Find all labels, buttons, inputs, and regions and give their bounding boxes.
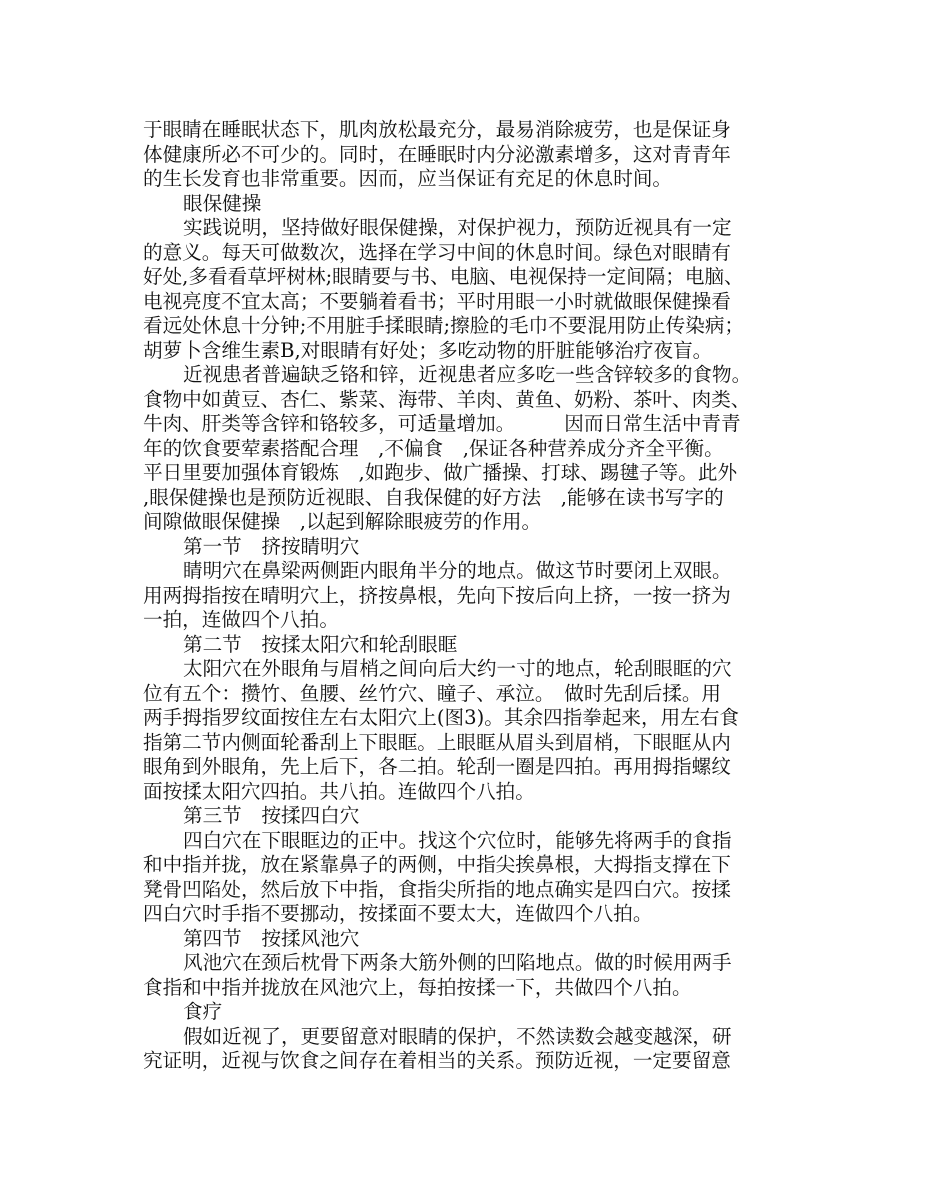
text-line: 假如近视了，更要留意对眼睛的保护，不然读数会越变越深，研	[183, 1024, 732, 1048]
text-line: 睛明穴在鼻梁两侧距内眼角半分的地点。做这节时要闭上双眼。	[183, 559, 732, 582]
text-line: 第一节 挤按睛明穴	[183, 534, 360, 558]
document-page	[143, 118, 815, 1074]
text-line: 一拍，连做四个八拍。	[143, 608, 339, 631]
text-line: 两手拇指罗纹面按住左右太阳穴上(图3)。其余四指拳起来，用左右食	[143, 706, 739, 729]
text-line: ,眼保健操也是预防近视眼、自我保健的好方法 ,能够在读书写字的	[143, 485, 724, 509]
text-line: 眼保健操	[183, 191, 262, 215]
text-line: 凳骨凹陷处，然后放下中指，食指尖所指的地点确实是四白穴。按揉	[143, 877, 731, 901]
text-line: 牛肉、肝类等含锌和铬较多，可适量增加。 因而日常生活中青青	[143, 412, 741, 435]
text-line: 眼角到外眼角，先上后下，各二拍。轮刮一圈是四拍。再用拇指螺纹	[143, 755, 731, 778]
text-line: 好处,多看看草坪树林;眼睛要与书、电脑、电视保持一定间隔；电脑、	[143, 265, 744, 288]
text-line: 看远处休息十分钟;不用脏手揉眼睛;擦脸的毛巾不要混用防止传染病；	[143, 314, 745, 337]
text-line: 胡萝卜含维生素B,对眼睛有好处；多吃动物的肝脏能够治疗夜盲。	[143, 338, 713, 362]
text-line: 指第二节内侧面轮番刮上下眼眶。上眼眶从眉头到眉梢，下眼眶从内	[143, 730, 731, 754]
text-line: 位有五个：攒竹、鱼腰、丝竹穴、瞳子、承泣。 做时先刮后揉。用	[143, 681, 722, 705]
text-line: 近视患者普遍缺乏铬和锌，近视患者应多吃一些含锌较多的食物。	[183, 363, 752, 386]
text-line: 四白穴在下眼眶边的正中。找这个穴位时，能够先将两手的食指	[183, 828, 732, 852]
text-line: 食疗	[183, 1000, 223, 1023]
text-line: 面按揉太阳穴四拍。共八拍。连做四个八拍。	[143, 779, 535, 803]
text-line: 的生长发育也非常重要。因而，应当保证有充足的休息时间。	[143, 167, 673, 190]
text-line: 究证明，近视与饮食之间存在着相当的关系。预防近视，一定要留意	[143, 1049, 731, 1072]
text-line: 太阳穴在外眼角与眉梢之间向后大约一寸的地点，轮刮眼眶的穴	[183, 657, 732, 680]
text-line: 食物中如黄豆、杏仁、紫菜、海带、羊肉、黄鱼、奶粉、茶叶、肉类、	[143, 387, 751, 411]
text-line: 四白穴时手指不要挪动，按揉面不要太大，连做四个八拍。	[143, 902, 653, 925]
text-line: 的意义。每天可做数次，选择在学习中间的休息时间。绿色对眼睛有	[143, 240, 731, 264]
text-line: 间隙做眼保健操 ,以起到解除眼疲劳的作用。	[143, 510, 542, 533]
text-line: 第四节 按揉风池穴	[183, 926, 360, 950]
text-line: 于眼睛在睡眠状态下，肌肉放松最充分，最易消除疲劳，也是保证身	[143, 118, 731, 141]
text-line: 用两拇指按在晴明穴上，挤按鼻根，先向下按后向上挤，一按一挤为	[143, 583, 731, 607]
text-line: 风池穴在颈后枕骨下两条大筋外侧的凹陷地点。做的时候用两手	[183, 951, 732, 974]
text-line: 平日里要加强体育锻炼 ,如跑步、做广播操、打球、踢毽子等。此外	[143, 461, 738, 484]
text-line: 第三节 按揉四白穴	[183, 804, 360, 827]
text-line: 电视亮度不宜太高；不要躺着看书；平时用眼一小时就做眼保健操看	[143, 289, 731, 313]
text-line: 实践说明，坚持做好眼保健操，对保护视力，预防近视具有一定	[183, 216, 732, 239]
text-line: 第二节 按揉太阳穴和轮刮眼眶	[183, 632, 458, 656]
text-line: 年的饮食要荤素搭配合理 ,不偏食 ,保证各种营养成分齐全平衡。	[143, 436, 724, 460]
text-line: 和中指并拢，放在紧靠鼻子的两侧，中指尖挨鼻根，大拇指支撑在下	[143, 853, 731, 876]
text-line: 食指和中指并拢放在风池穴上，每拍按揉一下，共做四个八拍。	[143, 975, 692, 999]
text-line: 体健康所必不可少的。同时，在睡眠时内分泌激素增多，这对青青年	[143, 142, 731, 166]
